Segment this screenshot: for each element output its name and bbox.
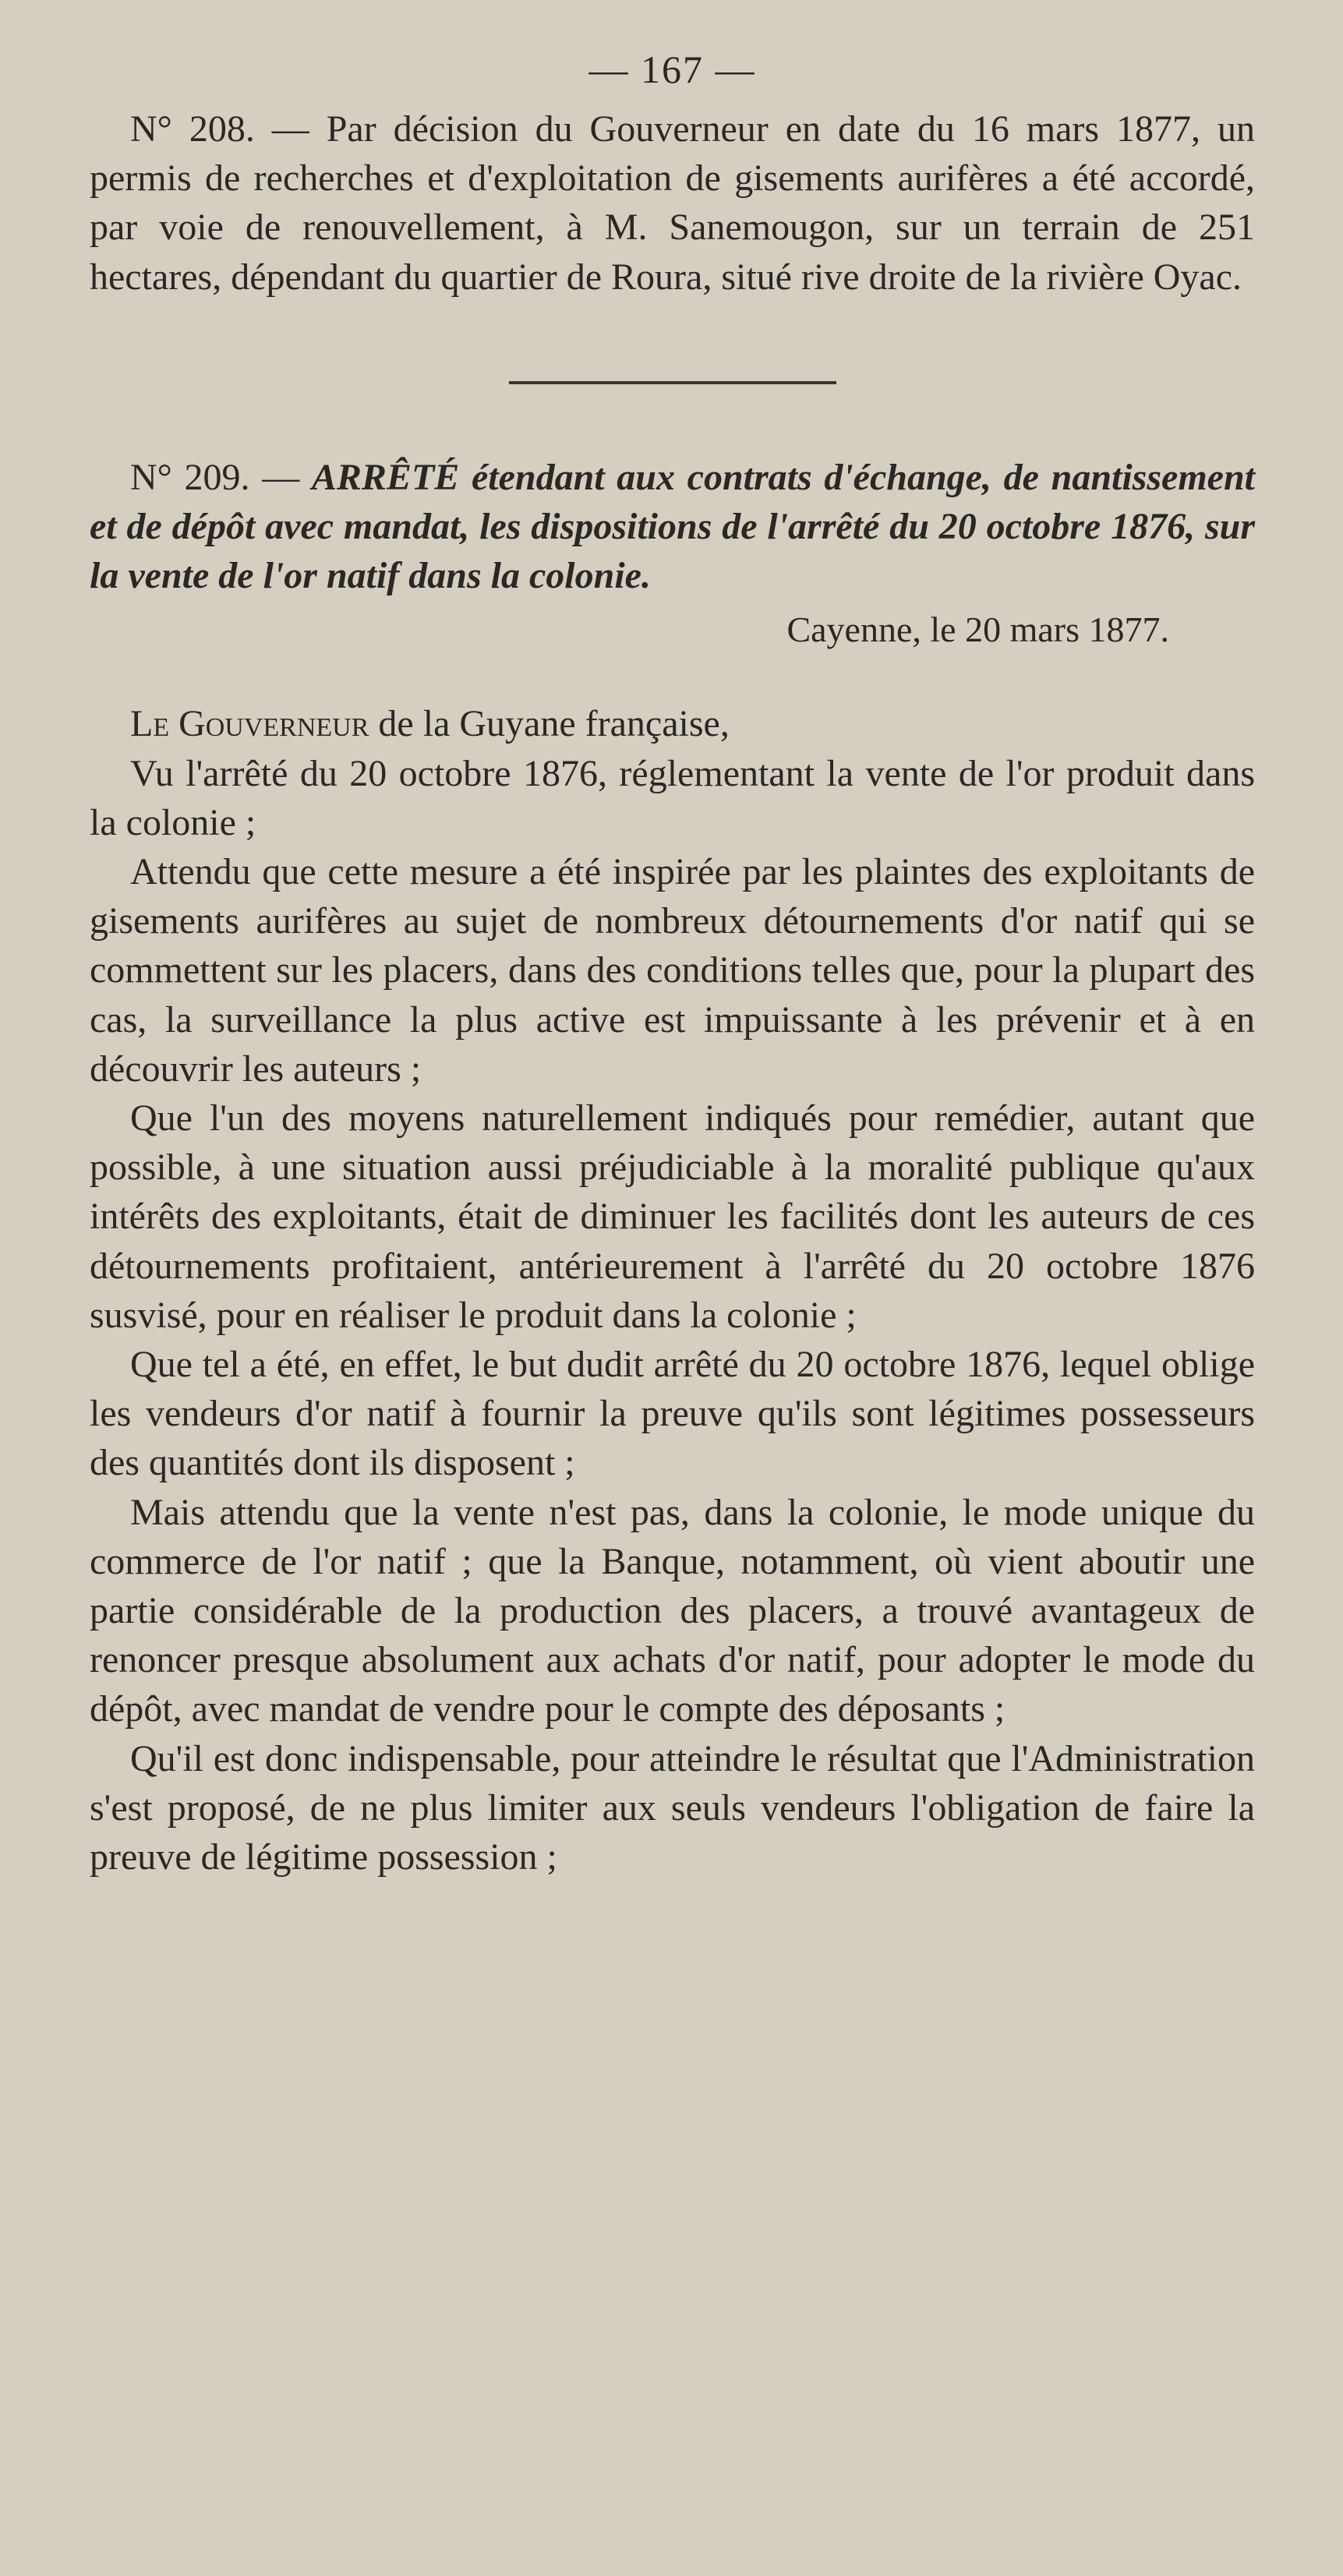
governor-rest: de la Guyane française, — [369, 703, 730, 745]
section-separator — [509, 381, 836, 384]
paragraph: Qu'il est donc indispensable, pour atteindre le résultat que l'Administration s'est proposé, de ne plus limiter aux seuls vendeurs l'obligation de faire la preuve de légitime possession ; — [90, 1737, 1255, 1878]
text-column — [90, 47, 1255, 1882]
notice-209-number: N° 209. — — [130, 456, 300, 498]
page-number: — 167 — — [588, 48, 756, 91]
paragraph: Mais attendu que la vente n'est pas, dans la colonie, le mode unique du commerce de l'or natif ; que la Banque, notamment, où vient aboutir une partie considérable de la production des placers, a trouvé avantageux de renoncer presque absolument aux achats d'or natif, pour adopter le mode du dépôt, avec mandat de vendre pour le compte des déposants ; — [90, 1491, 1255, 1730]
notice-209-title: ARRÊTÉ étendant aux contrats d'échange, de nantissement et de dépôt avec mandat, les dispositions de l'arrêté du 20 octobre 1876, sur la vente de l'or natif dans la colonie. — [90, 456, 1256, 597]
governor-heading — [90, 699, 1255, 748]
paragraph: Attendu que cette mesure a été inspirée par les plaintes des exploitants de gisements aurifères au sujet de nombreux détournements d'or natif qui se commettent sur les placers, dans des conditions telles que, pour la plupart des cas, la surveillance la plus active est impuissante à les prévenir et à en découvrir les auteurs ; — [90, 851, 1255, 1090]
notice-208: N° 208. — Par décision du Gouverneur en date du 16 mars 1877, un permis de recherches et d'exploitation de gisements aurifères a été accordé, par voie de renouvellement, à M. Sanemougon, sur un terrain de 251 hectares, dépendant du quartier de Roura, situé rive droite de la rivière Oyac. — [90, 108, 1255, 298]
paragraph: Vu l'arrêté du 20 octobre 1876, réglementant la vente de l'or produit dans la colonie ; — [90, 752, 1255, 843]
governor-title: Le Gouverneur — [130, 703, 369, 745]
paragraph: Que l'un des moyens naturellement indiqués pour remédier, autant que possible, à une situation aussi préjudiciable à la moralité publique qu'aux intérêts des exploitants, était de diminuer les facilités dont les auteurs de ces détournements profitaient, antérieurement à l'arrêté du 20 octobre 1876 susvisé, pour en réaliser le produit dans la colonie ; — [90, 1097, 1255, 1336]
notice-209-heading — [90, 453, 1255, 601]
place-date: Cayenne, le 20 mars 1877. — [786, 610, 1169, 650]
paragraph: Que tel a été, en effet, le but dudit arrêté du 20 octobre 1876, lequel oblige les vendeurs d'or natif à fournir la preuve qu'ils sont légitimes possesseurs des quantités dont ils disposent ; — [90, 1344, 1255, 1484]
